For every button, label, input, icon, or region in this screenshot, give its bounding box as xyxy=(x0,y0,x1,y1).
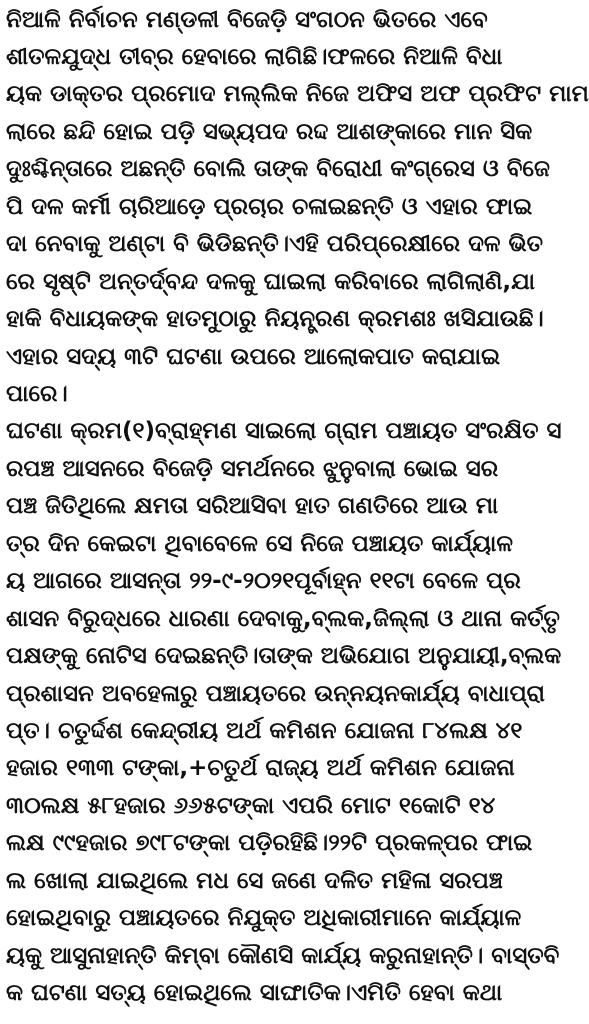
text-line: ଦା ନେବାକୁ ଅଣ୍ଟା ବି ଭିଡିଛନ୍ତି।ଏହି ପରିପ୍ରେକ୍ଷୀରେ ଦଳ ଭିତ xyxy=(6,231,544,257)
text-line: ଏହାର ସଦ୍ୟ ୩ଟି ଘଟଣା ଉପରେ ଆଲୋକପାତ କରାଯାଇ xyxy=(6,344,501,370)
text-line: ପ୍ତ। ଚତୁର୍ଦ୍ଦଶ କେନ୍ଦ୍ରୀୟ ଅର୍ଥ କମିଶନ ଯୋଜନା ୮୪ଲକ୍ଷ ୪୧ xyxy=(6,718,523,744)
text-line: ପି ଦଳ କର୍ମୀ ଚାରିଆଡ଼େ ପ୍ରଚାର ଚଳାଇଛନ୍ତି ଓ ଏହାର ଫାଇ xyxy=(6,194,533,220)
text-line: ୟକୁ ଆସୁନାହାନ୍ତି କିମ୍ବା କୌଣସି କାର୍ଯ୍ୟ କରୁନାହାନ୍ତି। ବାସ୍ତବି xyxy=(6,943,560,969)
text-line: ପକ୍ଷଙ୍କୁ ନୋଟିସ ଦେଇଛନ୍ତି।ତାଙ୍କ ଅଭିଯୋଗ ଅନୁଯାୟୀ,ବ୍ଲକ xyxy=(6,643,562,669)
text-line: ଲାରେ ଛନ୍ଦି ହୋଇ ପଡ଼ି ସଭ୍ୟପଦ ରଦ୍ଦ ଆଶଙ୍କାରେ ମାନ ସିକ xyxy=(6,119,533,145)
text-line: ରପଞ୍ଚ ଆସନରେ ବିଜେଡ଼ି ସମର୍ଥନରେ ଝୁନୁବାଲା ଭୋଇ ସର xyxy=(6,456,499,482)
text-line: ରେ ସୃଷ୍ଟି ଅନ୍ତର୍ଦ୍ବନ୍ଦ ଦଳକୁ ଘାଇଲା କରିବାରେ ଲାଗିଲାଣି,ଯା xyxy=(6,269,535,295)
text-line: ଲକ୍ଷ ୯୯ହଜାର ୭୯୮ଟଙ୍କା ପଡ଼ିରହିଛି।୨୨ଟି ପ୍ରକଳ୍ପର ଫାଇ xyxy=(6,830,533,856)
text-line: ହଜାର ୧୩୩ ଟଙ୍କା,+ଚତୁର୍ଥ ରାଜ୍ୟ ଅର୍ଥ କମିଶନ ଯୋଜନା xyxy=(6,755,515,781)
text-line: ଶୀତଳଯୁଦ୍ଧ ତୀବ୍ର ହେବାରେ ଲାଗିଛି।ଫଳରେ ନିଆଳି ବିଧା xyxy=(6,44,503,70)
text-line: ପ୍ରଶାସନ ଅବହେଳାରୁ ପଞ୍ଚାୟତରେ ଉନ୍ନୟନକାର୍ଯ୍ୟ ବାଧାପ୍ରା xyxy=(6,681,545,707)
text-line: ଦୁଃଶ୍ଚିନ୍ତାରେ ଅଛନ୍ତି ବୋଲି ତାଙ୍କ ବିରୋଧୀ କଂଗ୍ରେସ ଓ ବିଜେ xyxy=(6,156,550,182)
text-line: କ ଘଟଣା ସତ୍ୟ ହୋଇଥିଲେ ସାଙ୍ଘାତିକ।ଏମିତି ହେବା କଥା xyxy=(6,980,503,1006)
text-line: ନିଆଳି ନିର୍ବାଚନ ମଣ୍ଡଳୀ ବିଜେଡ଼ି ସଂଗଠନ ଭିତରେ ଏବେ xyxy=(6,7,488,33)
text-line: ପଞ୍ଚ ଜିତିଥିଲେ କ୍ଷମତା ସରିଆସିବା ହାତ ଗଣତିରେ ଆଉ ମା xyxy=(6,493,499,519)
text-line: ୟ ଆଗରେ ଆସନ୍ତା ୨୨-୯-୨୦୨୧ପୂର୍ବାହ୍ନ ୧୧ଟା ବେଳେ ପ୍ର xyxy=(6,568,521,594)
text-line: ଶାସନ ବିରୁଦ୍ଧରେ ଧାରଣା ଦେବାକୁ,ବ୍ଲକ,ଜିଲ୍ଲା ଓ ଥାନା କର୍ତ୍ତୃ xyxy=(6,606,560,632)
text-line: ତ୍ର ଦିନ କେଇଟା ଥିବାବେଳେ ସେ ନିଜେ ପଞ୍ଚାୟତ କାର୍ଯ୍ୟାଳ xyxy=(6,531,513,557)
text-line: ଘଟଣା କ୍ରମ(୧)ବ୍ରାହ୍ମଣ ସାଇଲୋ ଗ୍ରାମ ପଞ୍ଚାୟତ ସଂରକ୍ଷିତ ସ xyxy=(6,418,562,444)
text-line: ୩୦ଲକ୍ଷ ୫୮ହଜାର ୬୬୫ଟଙ୍କା ଏପରି ମୋଟ ୧କୋଟି ୧୪ xyxy=(6,793,496,819)
text-line: ୟକ ଡାକ୍ତର ପ୍ରମୋଦ ମଲ୍ଲିକ ନିଜେ ଅଫିସ ଅଫ ପ୍ରଫିଟ ମାମ xyxy=(6,81,589,107)
text-line: ପାରେ। xyxy=(6,381,68,407)
text-line: ହାକି ବିଧାୟକଙ୍କ ହାତମୁଠାରୁ ନିୟନ୍ତ୍ରଣ କ୍ରମଶଃ ଖସିଯାଉଛି। xyxy=(6,306,544,332)
text-line: ଲ ଖୋଲା ଯାଇଥିଲେ ମଧ ସେ ଜଣେ ଦଳିତ ମହିଳା ସରପଞ୍ଚ xyxy=(6,868,503,894)
text-line: ହୋଇଥିବାରୁ ପଞ୍ଚାୟତରେ ନିଯୁକ୍ତ ଅଧିକାରୀମାନେ କାର୍ଯ୍ୟାଳ xyxy=(6,905,522,931)
